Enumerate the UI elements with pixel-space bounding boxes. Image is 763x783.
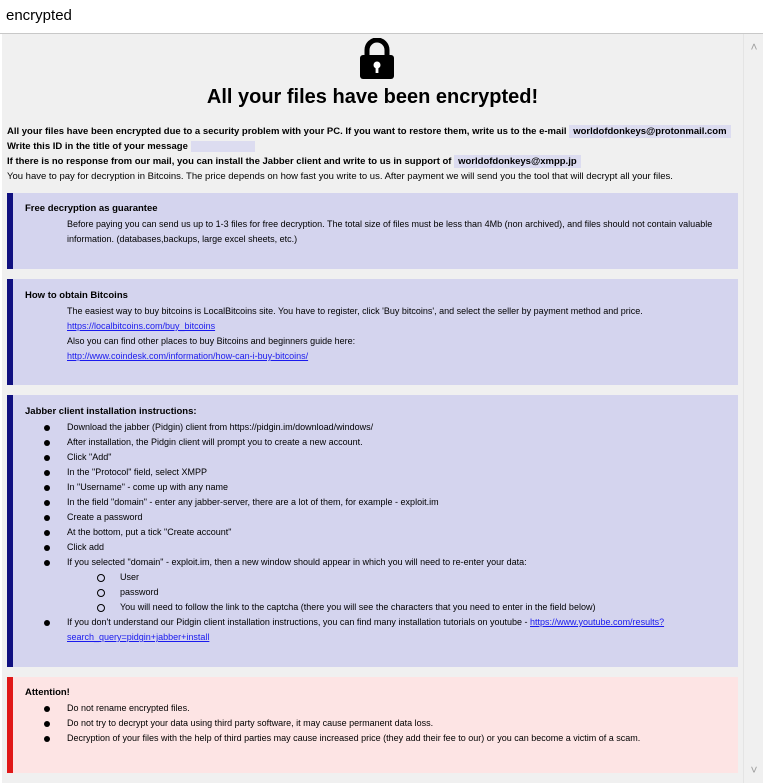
bitcoins-box (7, 279, 738, 385)
list-item-text: In the field "domain" - enter any jabber-server, there are a lot of them, for example - exploit.im (67, 497, 439, 507)
window-title: encrypted (6, 7, 72, 24)
list-item (13, 420, 738, 435)
bitcoins-text-1: The easiest way to buy bitcoins is LocalBitcoins site. You have to register, click 'Buy bitcoins', and select the seller by payment method and price. (67, 306, 643, 316)
list-item-text: Click "Add" (67, 452, 112, 462)
list-item (13, 495, 738, 510)
coindesk-link[interactable]: http://www.coindesk.com/information/how-can-i-buy-bitcoins/ (67, 351, 309, 361)
list-item-text: If you selected "domain" - exploit.im, then a new window should appear in which you will need to re-enter your data: (67, 557, 527, 567)
jabber-steps-list (13, 420, 738, 645)
list-item (13, 510, 738, 525)
list-item-text: Decryption of your files with the help of third parties may cause increased price (they add their fee to our) or you can become a victim of a scam. (67, 733, 641, 743)
list-item (13, 480, 738, 495)
list-item-text: After installation, the Pidgin client will prompt you to create a new account. (67, 437, 363, 447)
list-item-text: Do not rename encrypted files. (67, 703, 190, 713)
list-item (13, 465, 738, 480)
sub-list-item (13, 570, 738, 585)
list-item (13, 555, 738, 570)
list-item-text: In "Username" - come up with any name (67, 482, 228, 492)
list-item-text: Click add (67, 542, 105, 552)
list-item (13, 525, 738, 540)
intro-block (7, 124, 741, 184)
list-item (13, 615, 738, 645)
list-item-text: At the bottom, put a tick "Create account" (67, 527, 232, 537)
intro-line-2-text: Write this ID in the title of your message (7, 141, 188, 152)
jabber-title: Jabber client installation instructions: (25, 406, 197, 417)
free-decryption-text: Before paying you can send us up to 1-3 files for free decryption. The total size of files must be less than 4Mb (non archived), and files should not contain valuable information. (databases,backups, large excel sheets, etc.) (67, 219, 713, 244)
list-item (13, 450, 738, 465)
intro-line-1 (7, 124, 741, 139)
page-title: All your files have been encrypted! (206, 86, 539, 108)
intro-line-1-text: All your files have been encrypted due to a security problem with your PC. If you want to restore them, write us to the e-mail (7, 126, 567, 137)
sub-list-item-text: You will need to follow the link to the captcha (there you will see the characters that you need to enter in the field below) (120, 602, 596, 612)
localbitcoins-link[interactable]: https://localbitcoins.com/buy_bitcoins (67, 321, 216, 331)
window-titlebar (0, 0, 763, 33)
contact-email: worldofdonkeys@protonmail.com (569, 125, 730, 138)
lock-icon (359, 38, 395, 80)
list-item-text (67, 615, 664, 645)
attention-box (7, 677, 738, 773)
scroll-up-icon[interactable]: ˄ (750, 40, 758, 54)
sub-list-item-text: password (120, 587, 159, 597)
sub-list-item (13, 600, 738, 615)
free-decryption-box (7, 193, 738, 269)
list-item-text: Do not try to decrypt your data using third party software, it may cause permanent data loss. (67, 718, 434, 728)
youtube-tutorial-text: If you don't understand our Pidgin client installation instructions, you can find many installation tutorials on youtube - (67, 617, 528, 627)
document-content (2, 34, 743, 783)
list-item (13, 701, 738, 716)
intro-line-3-text: If there is no response from our mail, you can install the Jabber client and write to us in support of (7, 156, 452, 167)
intro-line-3 (7, 154, 741, 169)
attention-list (13, 701, 738, 746)
list-item-text: Create a password (67, 512, 143, 522)
scroll-down-icon[interactable]: ˅ (750, 763, 758, 777)
jabber-box (7, 395, 738, 667)
intro-line-4: You have to pay for decryption in Bitcoins. The price depends on how fast you write to us. After payment we will send you the tool that will decrypt all your files. (7, 171, 673, 182)
jabber-contact: worldofdonkeys@xmpp.jp (454, 155, 581, 168)
list-item (13, 731, 738, 746)
list-item (13, 435, 738, 450)
list-item-text: In the "Protocol" field, select XMPP (67, 467, 207, 477)
bitcoins-title: How to obtain Bitcoins (25, 290, 128, 301)
attention-title: Attention! (25, 687, 70, 698)
sub-list-item-text: User (120, 572, 140, 582)
id-field (191, 141, 255, 152)
youtube-link-continued[interactable]: search_query=pidgin+jabber+install (67, 632, 210, 642)
list-item-text: Download the jabber (Pidgin) client from https://pidgin.im/download/windows/ (67, 422, 374, 432)
sub-list-item (13, 585, 738, 600)
list-item (13, 540, 738, 555)
bitcoins-text-2: Also you can find other places to buy Bitcoins and beginners guide here: (67, 336, 356, 346)
intro-line-2 (7, 139, 741, 154)
list-item (13, 716, 738, 731)
free-decryption-title: Free decryption as guarantee (25, 203, 158, 214)
vertical-scrollbar[interactable] (743, 34, 763, 783)
youtube-link[interactable]: https://www.youtube.com/results? (530, 617, 665, 627)
